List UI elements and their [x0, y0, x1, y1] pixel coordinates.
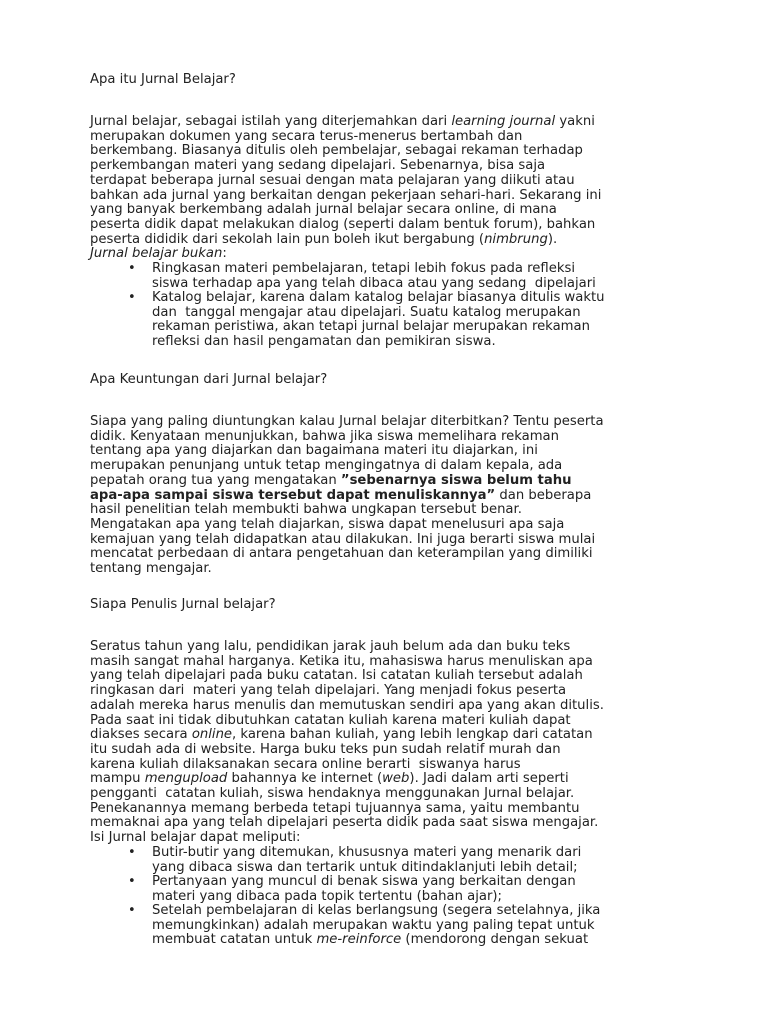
- paragraph-penulis: Seratus tahun yang lalu, pendidikan jarak jauh belum ada dan buku teks masih sangat mahal harganya. Ketika itu, mahasiswa harus menuliskan apa yang telah dipelajari pada buku catatan. Isi catatan kuliah tersebut adalah ringkasan dari materi yang telah dipelajari. Yang menjadi fokus peserta adalah mereka harus menulis dan memutuskan sendiri apa yang akan ditulis. Pada saat ini tidak dibutuhkan catatan kuliah karena materi kuliah dapat diakses secara online, karena bahan kuliah, yang lebih lengkap dari catatan itu sudah ada di website. Harga buku teks pun sudah relatif murah dan karena kuliah dilaksanakan secara online berarti siswanya harus mampu mengupload bahannya ke internet (web). Jadi dalam arti seperti pengganti catatan kuliah, siswa hendaknya menggunakan Jurnal belajar. Penekanannya memang berbeda tetapi tujuannya sama, yaitu membantu memaknai apa yang telah dipelajari peserta didik pada saat siswa mengajar. Isi Jurnal belajar dapat meliputi: • Butir-butir yang ditemukan, khususnya materi yang menarik dari yang dibaca siswa dan tertarik untuk ditindaklanjuti lebih detail; • Pertanyaan yang muncul di benak siswa yang berkaitan dengan materi yang dibaca pada topik tertentu (bahan ajar); • Setelah pembelajaran di kelas berlangsung (segera setelahnya, jika memungkinkan) adalah merupakan waktu yang paling tepat untuk membuat catatan untuk me-reinforce (mendorong dengan sekuat: [90, 640, 680, 846]
- bullet-icon: •: [128, 290, 136, 305]
- list-item: • Ringkasan materi pembelajaran, tetapi lebih fokus pada refleksi siswa terhadap apa yang telah dibaca atau yang sedang dipelajari: [128, 261, 596, 291]
- list-item: • Pertanyaan yang muncul di benak siswa yang berkaitan dengan materi yang dibaca pada topik tertentu (bahan ajar);: [128, 874, 576, 904]
- paragraph-keuntungan: Siapa yang paling diuntungkan kalau Jurnal belajar diterbitkan? Tentu peserta didik. Kenyataan menunjukkan, bahwa jika siswa memelihara rekaman tentang apa yang diajarkan dan bagaimana materi itu diajarkan, ini merupakan penunjang untuk tetap mengingatnya di dalam kepala, ada pepatah orang tua yang mengatakan ”sebenarnya siswa belum tahu apa-apa sampai siswa tersebut dapat menuliskannya” dan beberapa hasil penelitian telah membukti bahwa ungkapan tersebut benar. Mengatakan apa yang telah diajarkan, siswa dapat menelusuri apa saja kemajuan yang telah didapatkan atau dilakukan. Ini juga berarti siswa mulai mencatat perbedaan di antara pengetahuan dan keterampilan yang dimiliki tentang mengajar.: [90, 414, 604, 577]
- bullet-icon: •: [128, 845, 136, 860]
- bullet-icon: •: [128, 874, 136, 889]
- heading-apa-keuntungan: Apa Keuntungan dari Jurnal belajar?: [90, 372, 328, 387]
- paragraph-definition: Jurnal belajar, sebagai istilah yang diterjemahkan dari learning journal yakni merupakan dokumen yang secara terus-menerus bertambah dan berkembang. Biasanya ditulis oleh pembelajar, sebagai rekaman terhadap perkembangan materi yang sedang dipelajari. Sebenarnya, bisa saja terdapat beberapa jurnal sesuai dengan mata pelajaran yang diikuti atau bahkan ada jurnal yang berkaitan dengan pekerjaan sehari-hari. Sekarang ini yang banyak berkembang adalah jurnal belajar secara online, di mana peserta didik dapat melakukan dialog (seperti dalam bentuk forum), bahkan peserta dididik dari sekolah lain pun boleh ikut bergabung (nimbrung). Jurnal belajar bukan: • Ringkasan materi pembelajaran, tetapi lebih fokus pada refleksi siswa terhadap apa yang telah dibaca atau yang sedang dipelajari • Katalog belajar, karena dalam katalog belajar biasanya ditulis waktu dan tanggal mengajar atau dipelajari. Suatu katalog merupakan rekaman peristiwa, akan tetapi jurnal belajar merupakan rekaman refleksi dan hasil pengamatan dan pemikiran siswa.: [90, 115, 680, 262]
- bullet-icon: •: [128, 903, 136, 918]
- bullet-icon: •: [128, 261, 136, 276]
- heading-apa-itu-jurnal-belajar: Apa itu Jurnal Belajar?: [90, 72, 236, 87]
- list-item: • Butir-butir yang ditemukan, khususnya materi yang menarik dari yang dibaca siswa dan tertarik untuk ditindaklanjuti lebih detail;: [128, 845, 582, 875]
- list-item: • Setelah pembelajaran di kelas berlangsung (segera setelahnya, jika memungkinkan) adalah merupakan waktu yang paling tepat untuk membuat catatan untuk me-reinforce (mendorong dengan sekuat: [128, 903, 601, 948]
- heading-siapa-penulis: Siapa Penulis Jurnal belajar?: [90, 597, 276, 612]
- list-item: • Katalog belajar, karena dalam katalog belajar biasanya ditulis waktu dan tanggal mengajar atau dipelajari. Suatu katalog merupakan rekaman peristiwa, akan tetapi jurnal belajar merupakan rekaman refleksi dan hasil pengamatan dan pemikiran siswa.: [128, 290, 605, 350]
